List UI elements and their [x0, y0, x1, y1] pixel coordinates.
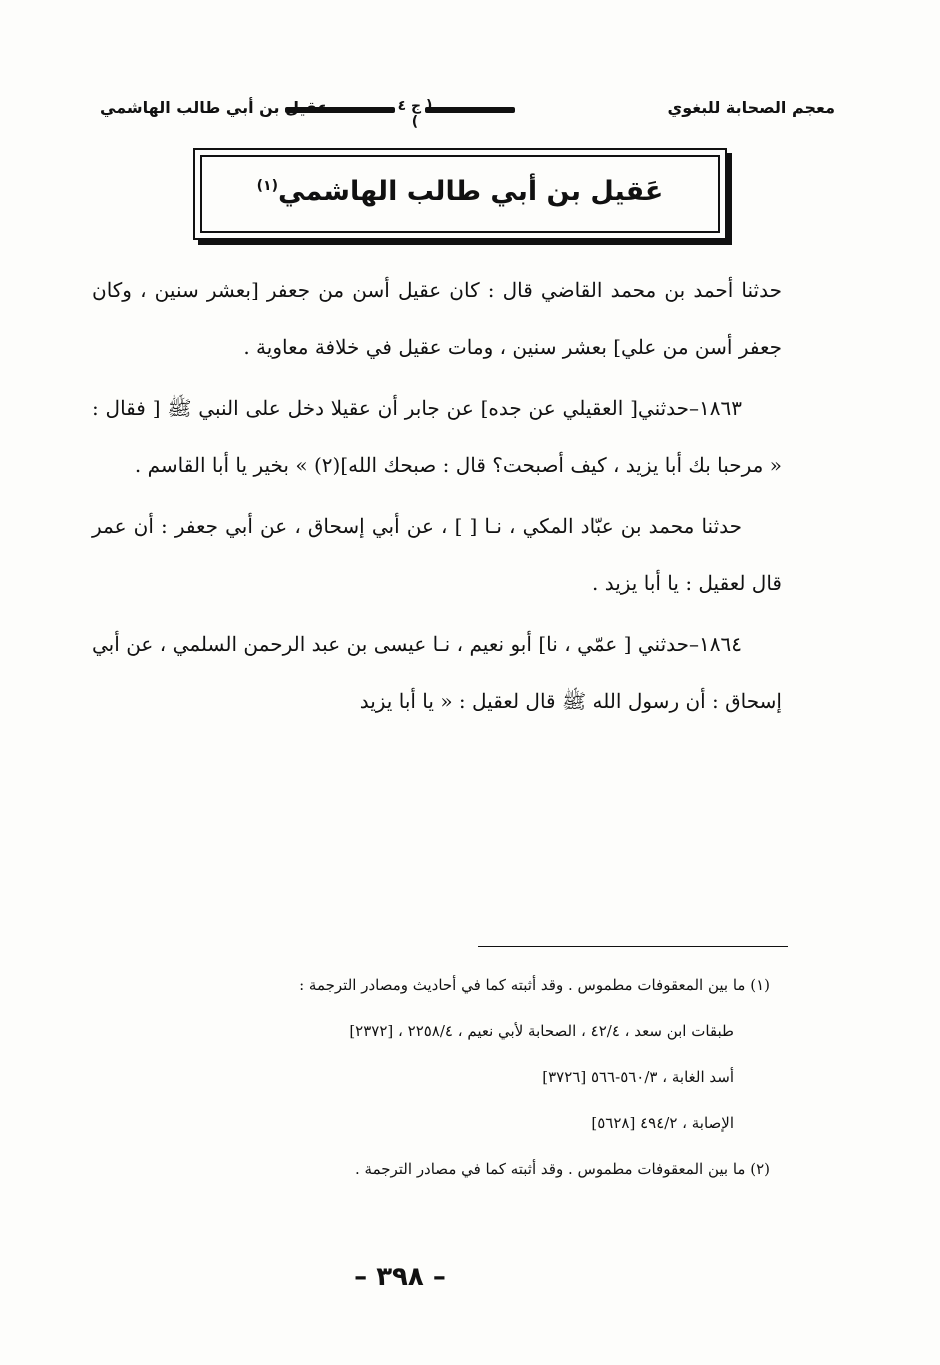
paragraph-hadith-1864: ١٨٦٤–حدثني [ عمّي ، نا] أبو نعيم ، نـا عيسى بن عبد الرحمن السلمي ، عن أبي إسحاق : أن رسول الله ﷺ قال لعقيل : « يا أبا يزيد [92, 632, 782, 713]
header-section: عقيل بن أبي طالب الهاشمي [100, 98, 329, 117]
header-volume: ( ج ٤ ) [397, 98, 433, 130]
chapter-title-box [193, 148, 727, 240]
header-book-title: معجم الصحابة للبغوي [667, 98, 835, 117]
paragraph-hadith-1863: ١٨٦٣–حدثني[ العقيلي عن جده] عن جابر أن عقيلا دخل على النبي ﷺ [ فقال : « مرحبا بك أبا يزيد ، كيف أصبحت؟ قال : صبحك الله](٢) » بخير يا أبا القاسم . [92, 396, 782, 477]
paragraph-intro: حدثنا أحمد بن محمد القاضي قال : كان عقيل أسن من جعفر [بعشر سنين ، وكان جعفر أسن من علي] بعشر سنين ، ومات عقيل في خلافة معاوية . [92, 278, 782, 359]
footnote-1-source-3: الإصابة ، ٤٩٤/٢ [٥٦٢٨] [591, 1114, 734, 1132]
footnote-1: (١) ما بين المعقوفات مطموس . وقد أثبته كما في أحاديث ومصادر الترجمة : [299, 976, 770, 994]
chapter-title-text: عَقيل بن أبي طالب الهاشمي [278, 176, 664, 207]
footnote-1-source-2: أسد الغابة ، ٥٦٠/٣-٥٦٦ [٣٧٢٦] [542, 1068, 734, 1086]
chapter-title [195, 176, 725, 207]
footnote-2: (٢) ما بين المعقوفات مطموس . وقد أثبته كما في مصادر الترجمة . [354, 1160, 770, 1178]
body-text [92, 262, 782, 734]
footnotes [170, 962, 770, 1192]
footnote-separator [478, 946, 788, 947]
paragraph-narration-abbad: حدثنا محمد بن عبّاد المكي ، نـا [ ] ، عن أبي إسحاق ، عن أبي جعفر : أن عمر قال لعقيل : يا أبا يزيد . [92, 514, 782, 595]
title-footnote-ref: (١) [256, 178, 278, 194]
page-number: – ٣٩٨ – [354, 1262, 446, 1292]
running-header [100, 94, 835, 130]
header-rule-right [425, 107, 515, 113]
footnote-1-source-1: طبقات ابن سعد ، ٤٢/٤ ، الصحابة لأبي نعيم ، ٢٢٥٨/٤ ، [٢٣٧٢] [349, 1022, 734, 1040]
